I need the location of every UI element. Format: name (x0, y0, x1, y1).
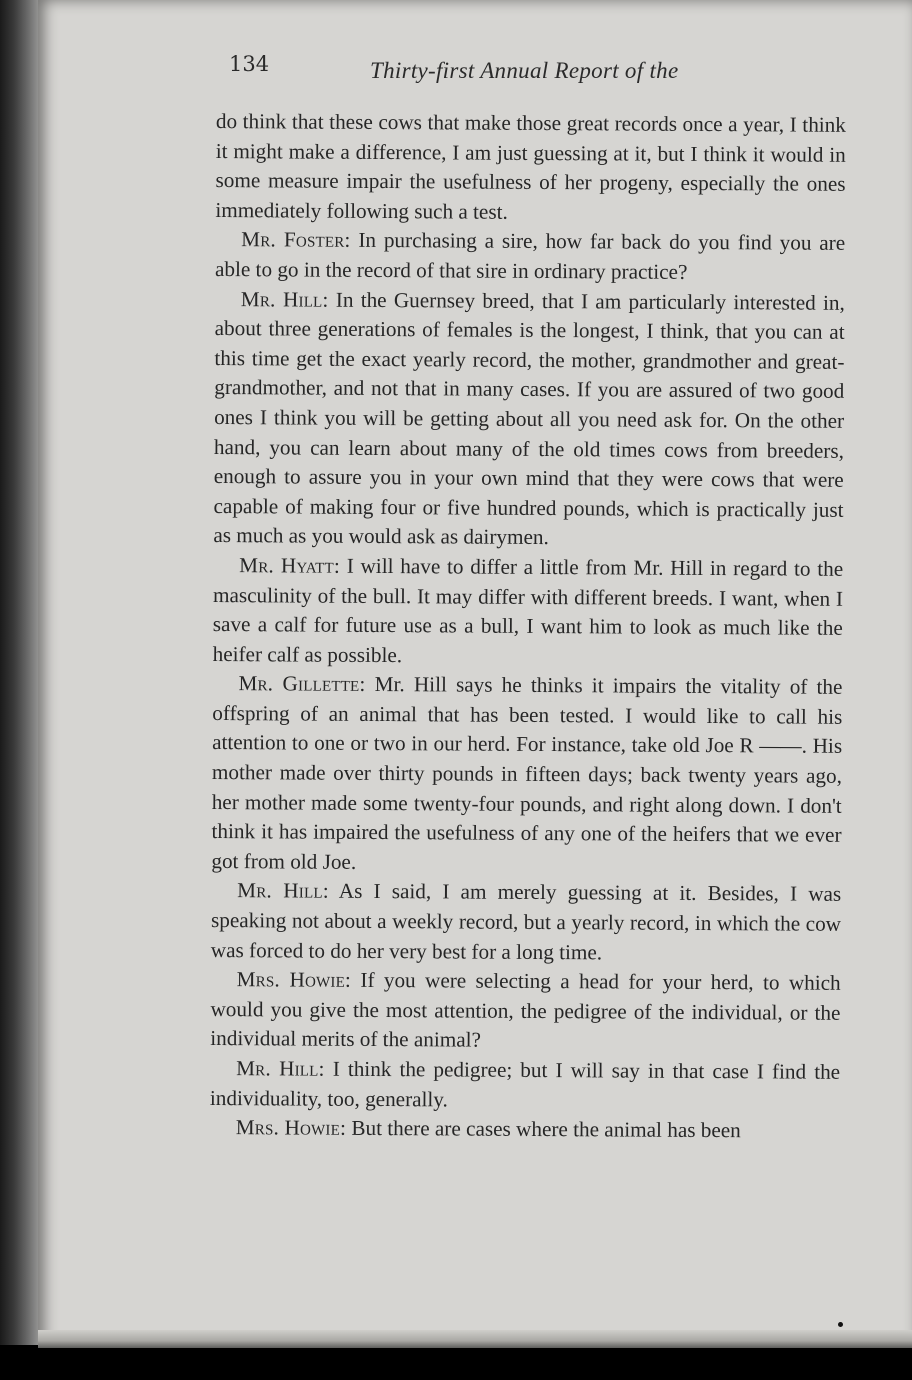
paragraph-text: But there are cases where the animal has been (351, 1116, 741, 1143)
paragraph-text: If you were selecting a head for your herd, to which would you give the most attention, the pedigree of the individual, or the individual merits of the animal? (210, 968, 841, 1053)
book-binding (0, 0, 40, 1345)
speaker-name: Mr. Hyatt: (239, 553, 341, 578)
page-number: 134 (229, 52, 270, 76)
paragraph-text: In purchasing a sire, how far back do you find you are able to go in the record of that sire in ordinary practice? (214, 228, 846, 284)
paragraph (211, 876, 842, 969)
paragraph-text: I think the pedigree; but I will say in that case I find the individuality, too, generally. (209, 1056, 841, 1112)
speaker-name: Mrs. Howie: (236, 967, 352, 993)
page-bottom-edge (38, 1330, 912, 1348)
paragraph (210, 965, 841, 1058)
speaker-name: Mr. Hill: (237, 878, 329, 904)
ink-speck (838, 1322, 843, 1327)
paragraph-text: do think that these cows that make those great records once a year, I think it might make a difference, I am just guessing at it, but I think it would in some measure impair the usefulness of her progeny, especially the ones immediately following such a test. (215, 108, 846, 224)
paragraph (213, 285, 845, 555)
speaker-name: Mr. Gillette: (238, 671, 366, 697)
paragraph (210, 1054, 840, 1117)
running-head: Thirty-first Annual Report of the (370, 58, 679, 83)
paragraph (210, 1113, 840, 1146)
speaker-name: Mr. Foster: (241, 227, 351, 253)
paragraph-text: I will have to differ a little from Mr. Hill in regard to the masculinity of the bull. It may differ with different breeds. I want, when I save a calf for future use as a bull, I want him to look as much like the heifer calf as possible. (212, 553, 844, 667)
paragraph (211, 669, 842, 880)
speaker-name: Mr. Hill: (236, 1056, 325, 1081)
speaker-name: Mr. Hill: (240, 286, 329, 312)
body-text (210, 107, 846, 1147)
paragraph (215, 107, 846, 229)
paragraph (213, 551, 844, 673)
speaker-name: Mrs. Howie: (235, 1115, 347, 1141)
paragraph-text: As I said, I am merely guessing at it. Besides, I was speaking not about a weekly record, but a yearly record, in which the cow was forced to do her very best for a long time. (210, 879, 842, 964)
paragraph (215, 225, 845, 288)
paragraph-text: Mr. Hill says he thinks it impairs the vitality of the offspring of an animal that has been tested. I would like to call his attention to one or two in our herd. For instance, take old Joe R ——. His mother made over thirty pounds in fifteen days; back twenty years ago, her mother made some twenty-four pounds, and right along down. I don't think it has impaired the usefulness of any one of the heifers that we ever got from old Joe. (211, 672, 843, 874)
paragraph-text: In the Guernsey breed, that I am particularly interested in, about three generations of females is the longest, I think, that you can at this time get the exact yearly record, the mother, grandmother and great-grandmother, and not that in many cases. If you are assured of two good ones I think you will be getting about all you need ask for. On the other hand, you can learn about many of the old times cows from breeders, enough to assure you in your own mind that they were cows that were capable of making four or five hundred pounds, which is practically just as much as you would ask as dairymen. (213, 287, 845, 550)
